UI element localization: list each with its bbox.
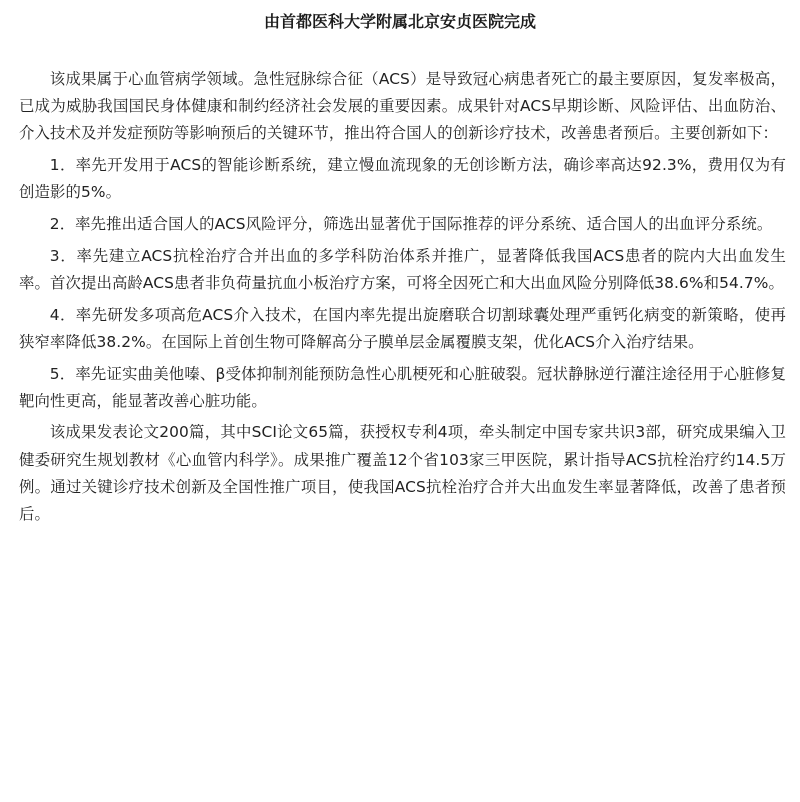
innovation-item-5: 5．率先证实曲美他嗪、β受体抑制剂能预防急性心肌梗死和心脏破裂。冠状静脉逆行灌注途径用于心脏修复靶向性更高，能显著改善心脏功能。: [19, 364, 786, 410]
innovation-item-3: 3．率先建立ACS抗栓治疗合并出血的多学科防治体系并推广，显著降低我国ACS患者的院内大出血发生率。首次提出高龄ACS患者非负荷量抗血小板治疗方案，可将全因死亡和大出血风险分别降低38.6%和54.7%。: [19, 246, 786, 292]
document-body: [19, 66, 786, 533]
summary-paragraph: 该成果发表论文200篇，其中SCI论文65篇，获授权专利4项，牵头制定中国专家共识3部，研究成果编入卫健委研究生规划教材《心血管内科学》。成果推广覆盖12个省103家三甲医院，累计指导ACS抗栓治疗约14.5万例。通过关键诊疗技术创新及全国性推广项目，使我国ACS抗栓治疗合并大出血发生率显著降低，改善了患者预后。: [19, 423, 786, 524]
document-title: 由首都医科大学附属北京安贞医院完成: [263, 12, 536, 31]
innovation-item-1: 1．率先开发用于ACS的智能诊断系统，建立慢血流现象的无创诊断方法，确诊率高达92.3%，费用仅为有创造影的5%。: [19, 156, 786, 202]
innovation-item-2: 2．率先推出适合国人的ACS风险评分，筛选出显著优于国际推荐的评分系统、适合国人的出血评分系统。: [49, 215, 773, 234]
innovation-item-4: 4．率先研发多项高危ACS介入技术，在国内率先提出旋磨联合切割球囊处理严重钙化病变的新策略，使再狭窄率降低38.2%。在国际上首创生物可降解高分子膜单层金属覆膜支架，优化ACS介入治疗结果。: [19, 305, 786, 351]
intro-paragraph: 该成果属于心血管病学领域。急性冠脉综合征（ACS）是导致冠心病患者死亡的最主要原因，复发率极高，已成为威胁我国国民身体健康和制约经济社会发展的重要因素。成果针对ACS早期诊断、风险评估、出血防治、介入技术及并发症预防等影响预后的关键环节，推出符合国人的创新诊疗技术，改善患者预后。主要创新如下：: [19, 70, 786, 143]
